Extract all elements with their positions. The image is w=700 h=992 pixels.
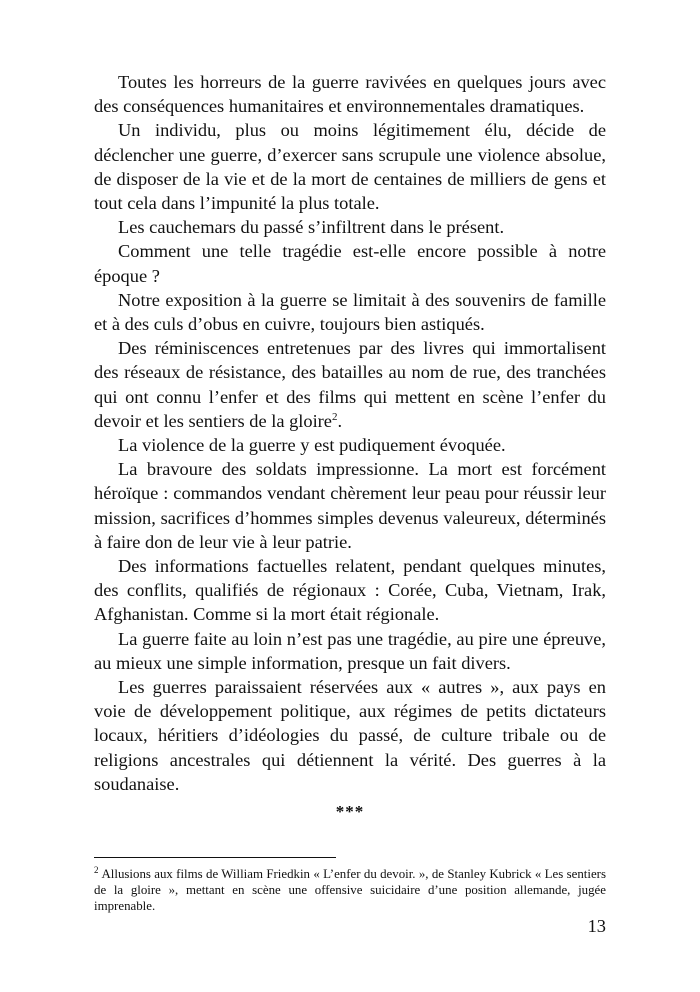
paragraph: Comment une telle tragédie est-elle encore possible à notre époque ? — [94, 241, 606, 286]
footnote-divider — [94, 857, 336, 858]
paragraph: Toutes les horreurs de la guerre ravivées en quelques jours avec des conséquences humanitaires et environnementales dramatiques. — [94, 72, 606, 117]
paragraph: Les guerres paraissaient réservées aux « autres », aux pays en voie de développement politique, aux régimes de petits dictateurs locaux, héritiers d’idéologies du passé, de culture tribale ou de religions ancestrales qui détiennent la vérité. Des guerres à la soudanaise. — [94, 677, 606, 794]
footnote-reference: 2 — [331, 410, 338, 423]
body-text — [94, 70, 606, 796]
paragraph: La bravoure des soldats impressionne. La mort est forcément héroïque : commandos vendant chèrement leur peau pour réussir leur mission, sacrifices d’hommes simples devenus valeureux, déterminés à faire don de leur vie à leur patrie. — [94, 459, 606, 552]
paragraph-with-footnote — [94, 336, 606, 433]
page-number: 13 — [587, 916, 606, 936]
footnote-number: 2 — [94, 864, 99, 875]
footnote — [94, 864, 606, 914]
section-separator: *** — [335, 802, 365, 821]
paragraph: Un individu, plus ou moins légitimement élu, décide de déclencher une guerre, d’exercer sans scrupule une violence absolue, de disposer de la vie et de la mort de centaines de milliers de gens et tout cela dans l’impunité la plus totale. — [94, 120, 606, 214]
paragraph: Des informations factuelles relatent, pendant quelques minutes, des conflits, qualifiés de régionaux : Corée, Cuba, Vietnam, Irak, Afghanistan. Comme si la mort était régionale. — [94, 556, 606, 625]
paragraph: La violence de la guerre y est pudiquement évoquée. — [118, 435, 506, 456]
paragraph: La guerre faite au loin n’est pas une tragédie, au pire une épreuve, au mieux une simple information, presque un fait divers. — [94, 628, 606, 673]
footnote-text: Allusions aux films de William Friedkin « L’enfer du devoir. », de Stanley Kubrick « Les sentiers de la gloire », mettant en scène une offensive suicidaire d’une position allemande, jugée imprenable. — [94, 867, 606, 913]
paragraph-end-punctuation: . — [337, 410, 343, 431]
paragraph: Notre exposition à la guerre se limitait à des souvenirs de famille et à des culs d’obus en cuivre, toujours bien astiqués. — [94, 289, 606, 335]
paragraph-text: Des réminiscences entretenues par des livres qui immortalisent des réseaux de résistance, des batailles au nom de rue, des tranchées qui ont connu l’enfer et des films qui mettent en scène l’enfer du devoir et les sentiers de la gloire — [94, 338, 606, 431]
paragraph: Les cauchemars du passé s’infiltrent dans le présent. — [118, 217, 505, 238]
